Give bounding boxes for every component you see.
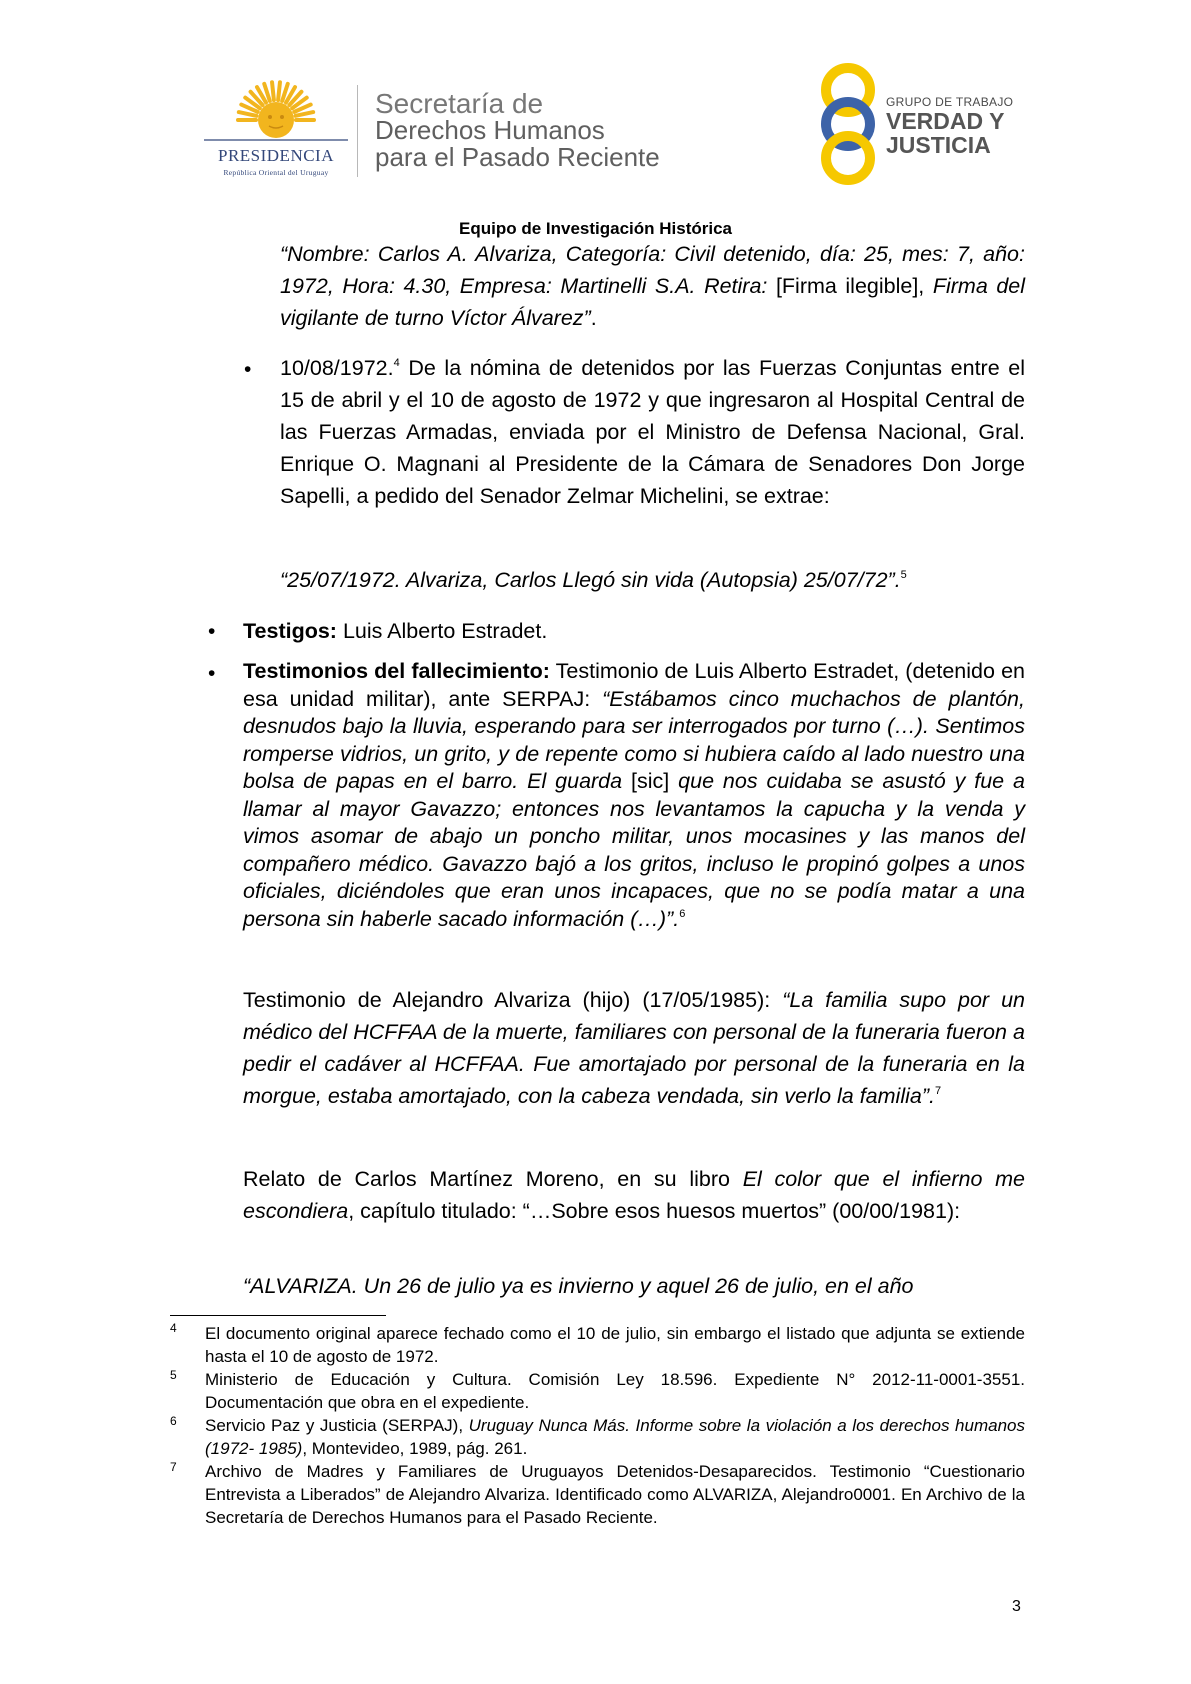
secretaria-line-2: Derechos Humanos [375,115,605,145]
footnote-6: Servicio Paz y Justicia (SERPAJ), Uruguay Nunca Más. Informe sobre la violación a los derechos humanos (1972- 1985), Montevideo, 1989, pág. 261. [205,1416,1025,1458]
footnote-6-number: 6 [170,1414,177,1428]
secretaria-title [375,90,660,171]
footnote-5: Ministerio de Educación y Cultura. Comisión Ley 18.596. Expediente N° 2012-11-0001-3551. Documentación que obra en el expediente. [205,1370,1025,1412]
footnote-separator [170,1315,386,1316]
grupo-trabajo-label: GRUPO DE TRABAJO [886,95,1014,109]
book-title: El color que el infierno me escondiera [243,1167,1025,1223]
presidencia-wordmark: PRESIDENCIA [217,146,334,165]
item-nomina: 10/08/1972.$^4$ De la nómina de detenidos por las Fuerzas Conjuntas entre el 15 de abril y el 10 de agosto de 1972 y que ingresaron al Hospital Central de las Fuerzas Armadas, enviada por el Ministro de Defensa Nacional, Gral. Enrique O. Magnani al Presidente de la Cámara de Senadores Don Jorge Sapelli, a pedido del Senador Zelmar Michelini, se extrae: [280,356,1025,508]
team-title: Equipo de Investigación Histórica [459,219,732,238]
sun-icon [196,80,356,146]
header-divider [357,85,358,177]
bullet-icon: • [208,620,216,643]
bullet-icon: • [208,662,216,685]
bullet-icon: • [244,358,252,381]
relato-martinez: Relato de Carlos Martínez Moreno, en su libro El color que el infierno me escondiera, capítulo titulado: “…Sobre esos huesos muertos” (00/00/1981): [243,1167,1025,1223]
justicia-label: JUSTICIA [886,132,991,158]
presidencia-logo [196,80,356,180]
quote-alvariza: “ALVARIZA. Un 26 de julio ya es invierno y aquel 26 de julio, en el año [243,1274,914,1298]
item-testimonios: Testimonios del fallecimiento: Testimonio de Luis Alberto Estradet, (detenido en esa unidad militar), ante SERPAJ: “Estábamos cinco muchachos de plantón, desnudos bajo la lluvia, esperando para ser interrogados por turno (…). Sentimos romperse vidrios, un grito, y de repente como si hubiera caído al lado nuestro una bolsa de papas en el barro. El guarda [sic] que nos cuidaba se asustó y fue a llamar al mayor Gavazzo; entonces nos levantamos la capucha y la venda y vimos asomar de abajo un poncho militar, unos mocasines y las manos del compañero médico. Gavazzo bajó a los gritos, incluso le propinó golpes a unos oficiales, diciéndoles que eran unos incapaces, que no se podía matar a una persona sin haberle sacado información (…)”.$^6$ [243,659,1025,931]
footnote-4: El documento original aparece fechado como el 10 de julio, sin embargo el listado que adjunta se extiende hasta el 10 de agosto de 1972. [205,1324,1025,1366]
verdad-justicia-rings-icon [808,62,888,187]
item-testigos: Testigos: Luis Alberto Estradet. [243,619,548,643]
grupo-trabajo-wordmark [886,95,1013,157]
footnote-7: Archivo de Madres y Familiares de Uruguayos Detenidos-Desaparecidos. Testimonio “Cuestionario Entrevista a Liberados” de Alejandro Alvariza. Identificado como ALVARIZA, Alejandro0001. En Archivo de la Secretaría de Derechos Humanos para el Pasado Reciente. [205,1462,1025,1527]
testimonio-hijo: Testimonio de Alejandro Alvariza (hijo) (17/05/1985): “La familia supo por un médico del HCFFAA de la muerte, familiares con personal de la funeraria fueron a pedir el cadáver al HCFFAA. Fue amortajado por personal de la funeraria en la morgue, estaba amortajado, con la cabeza vendada, sin verlo la familia”.$^7$ [243,988,1025,1108]
page-number: 3 [1012,1598,1021,1615]
footnote-5-number: 5 [170,1368,177,1382]
quote-registro: “Nombre: Carlos A. Alvariza, Categoría: Civil detenido, día: 25, mes: 7, año: 1972, Hora: 4.30, Empresa: Martinelli S.A. Retira: [Firma ilegible], Firma del vigilante de turno Víctor Álvarez”. [280,242,1026,330]
verdad-label: VERDAD Y [886,108,1005,134]
footnote-ref: 4 [393,357,400,369]
footnote-ref: 5 [900,569,907,581]
secretaria-line-3: para el Pasado Reciente [375,142,660,172]
quote-nomina: “25/07/1972. Alvariza, Carlos Llegó sin vida (Autopsia) 25/07/72”.$^5$ [280,568,907,592]
footnote-4-number: 4 [170,1321,177,1335]
footnote-7-number: 7 [170,1460,177,1474]
secretaria-line-1: Secretaría de [375,88,544,119]
footnote-ref: 6 [679,907,686,920]
footnote-ref: 7 [934,1085,942,1097]
presidencia-subtitle: República Oriental del Uruguay [223,168,329,177]
